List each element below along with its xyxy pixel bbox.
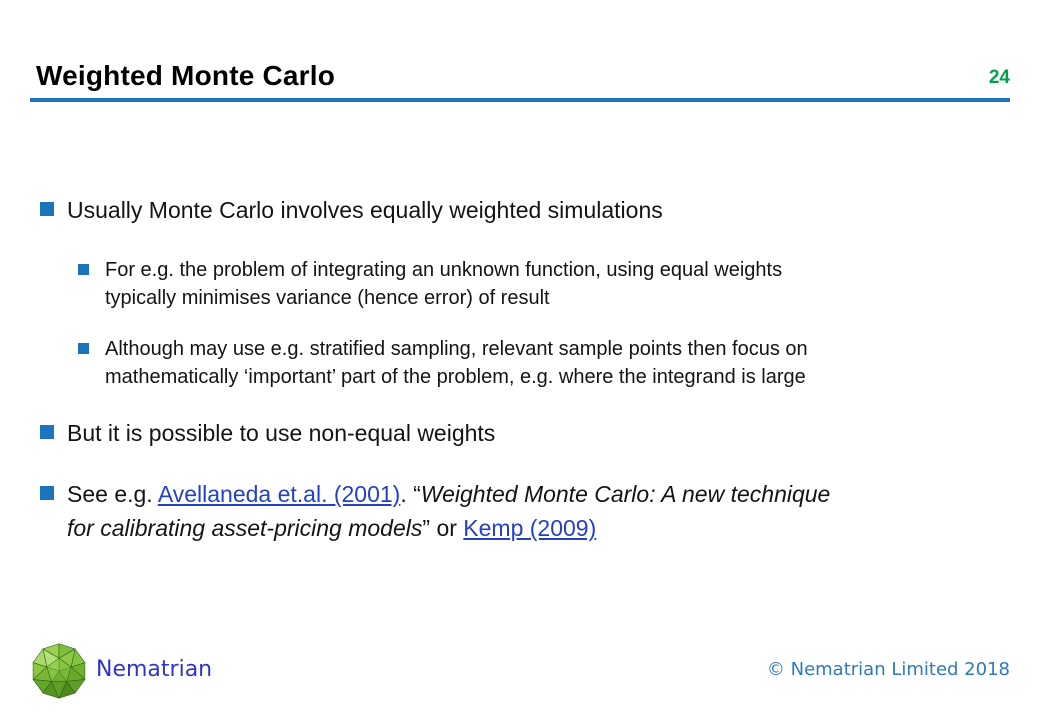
bullet-text — [67, 477, 830, 545]
bullet-text — [67, 416, 495, 450]
bullet-text — [105, 335, 808, 391]
nematrian-polyhedron-logo-icon — [30, 641, 88, 701]
text-span: ” or — [422, 515, 464, 541]
bullet-item — [40, 416, 495, 450]
square-bullet-icon — [78, 343, 89, 354]
title-divider-line — [30, 98, 1010, 102]
italic-text: Weighted Monte Carlo: A new technique — [420, 481, 831, 507]
square-bullet-icon — [40, 486, 54, 500]
copyright-text: © Nematrian Limited 2018 — [766, 659, 1010, 680]
slide-title: Weighted Monte Carlo — [36, 60, 336, 91]
italic-text: for calibrating asset-pricing models — [67, 515, 423, 541]
bullet-item — [40, 477, 830, 545]
bullet-item — [78, 256, 782, 312]
square-bullet-icon — [78, 264, 89, 275]
bullet-item — [78, 335, 808, 391]
kemp-link[interactable]: Kemp (2009) — [463, 515, 597, 541]
text-span: Although may use e.g. stratified sampling, relevant sample points then focus on — [105, 338, 808, 360]
avellaneda-link[interactable]: Avellaneda et.al. (2001) — [157, 481, 401, 507]
text-span: typically minimises variance (hence error) of result — [105, 287, 550, 309]
text-span: mathematically ‘important’ part of the problem, e.g. where the integrand is large — [105, 366, 806, 388]
text-span: But it is possible to use non-equal weights — [67, 420, 496, 446]
bullet-text — [67, 193, 663, 227]
text-span: For e.g. the problem of integrating an unknown function, using equal weights — [105, 259, 783, 281]
bullet-text — [105, 256, 782, 312]
square-bullet-icon — [40, 425, 54, 439]
text-span: Usually Monte Carlo involves equally weighted simulations — [67, 197, 663, 223]
bullet-item — [40, 193, 663, 227]
brand-name[interactable]: Nematrian — [96, 657, 213, 682]
text-span: See e.g. — [67, 481, 158, 507]
square-bullet-icon — [40, 202, 54, 216]
text-span: . “ — [400, 481, 421, 507]
page-number: 24 — [988, 67, 1010, 88]
